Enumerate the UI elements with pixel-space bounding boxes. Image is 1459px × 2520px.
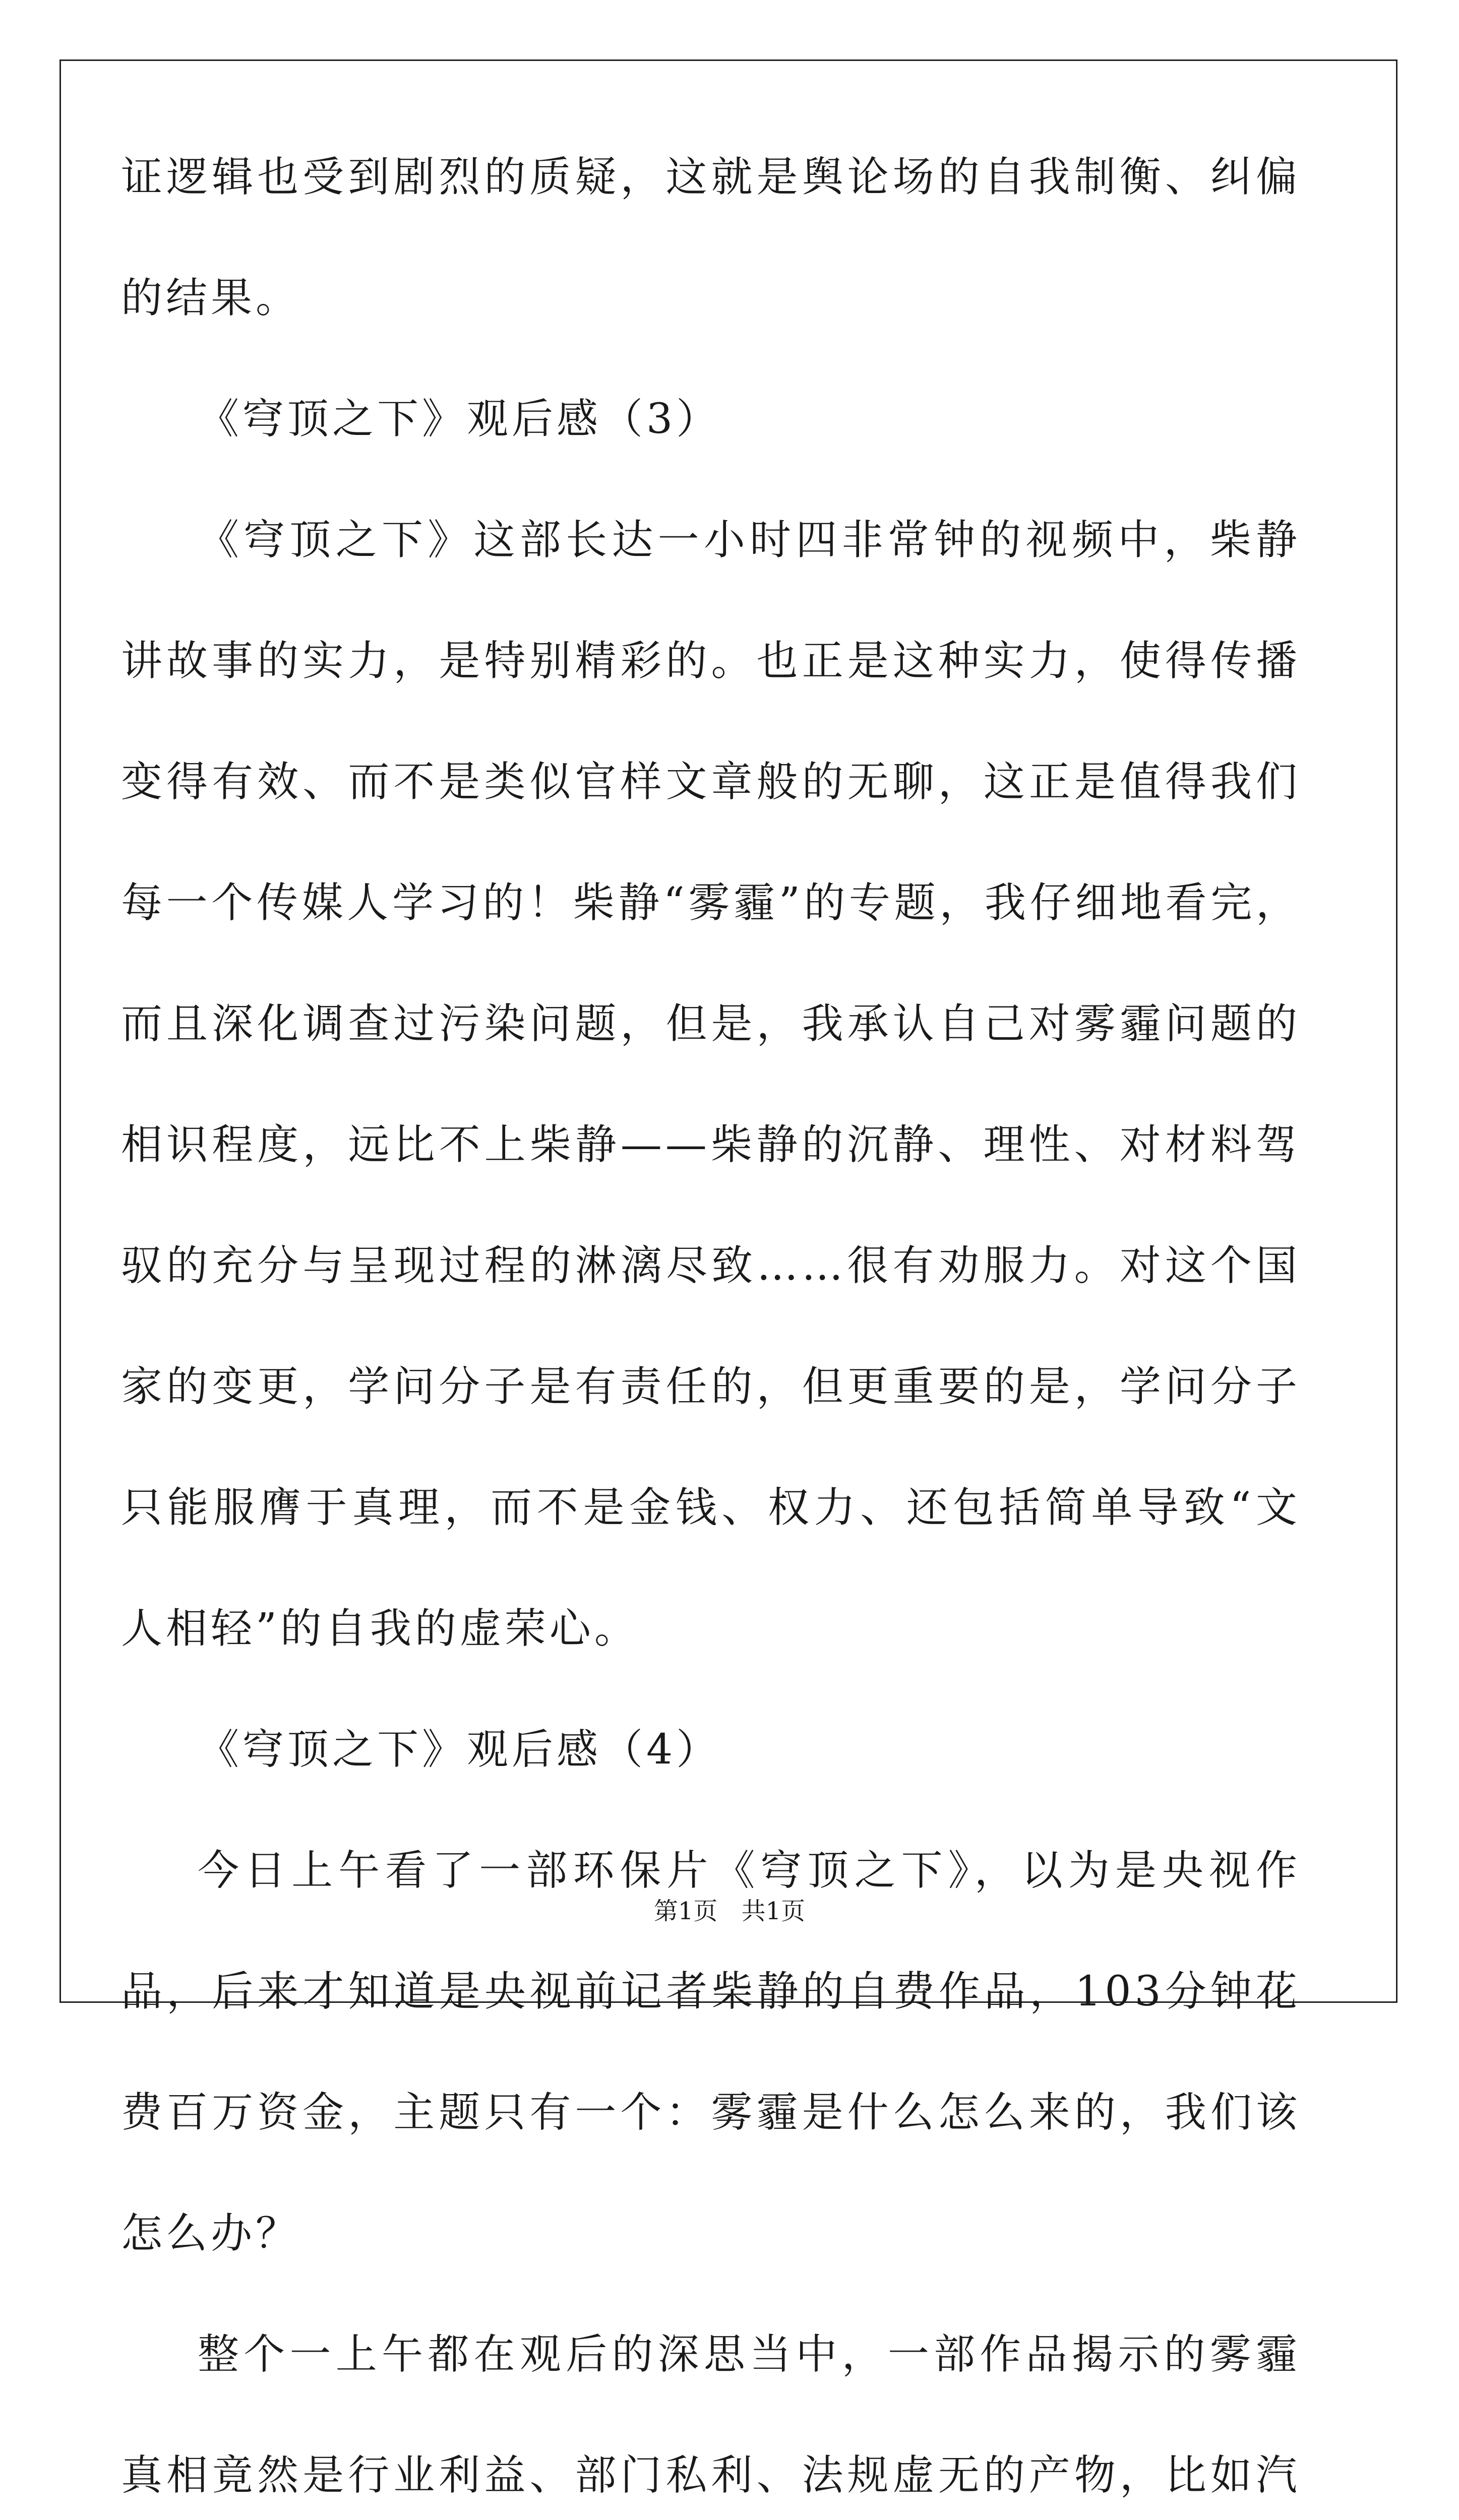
page-footer	[0, 1896, 1459, 1926]
paragraph-continuation: 证逻辑也受到剧烈的质疑，这就是舆论场的自我制衡、纠偏的结果。	[121, 153, 1301, 322]
page-number: 第1页	[653, 1897, 718, 1925]
paragraph-review-3: 《穹顶之下》这部长达一小时四非常钟的视频中，柴静讲故事的实力，是特别精彩的。也正是这种实力，使得传播变得有效、而不是类似官样文章般的无聊，这正是值得我们每一个传媒人学习的！柴静“雾霾”的专题，我仔细地看完，而且深化调查过污染问题，但是，我承认自己对雾霾问题的相识程度，远比不上柴静——柴静的沉静、理性、对材料驾驭的充分与呈现过程的淋漓尽致……很有劝服力。对这个国家的变更，学问分子是有责任的，但更重要的是，学问分子只能服膺于真理，而不是金钱、权力、还包括简单导致“文人相轻”的自我的虚荣心。	[121, 516, 1301, 1653]
section-heading-4: 《穹顶之下》观后感（4）	[198, 1726, 721, 1774]
page-total: 共1页	[741, 1897, 806, 1925]
paragraph-review-4-intro: 今日上午看了一部环保片《穹顶之下》，以为是央视作品，后来才知道是央视前记者柴静的自费作品，103分钟花费百万资金，主题只有一个：雾霾是什么怎么来的，我们该怎么办？	[121, 1847, 1301, 2257]
paragraph-review-4-body: 整个一上午都在观后的深思当中，一部作品揭示的雾霾真相竟然是行业利益、部门私利、法规虚无的产物，比如汽	[121, 2330, 1301, 2499]
document-body	[121, 117, 1301, 2520]
section-heading-3: 《穹顶之下》观后感（3）	[198, 395, 721, 443]
